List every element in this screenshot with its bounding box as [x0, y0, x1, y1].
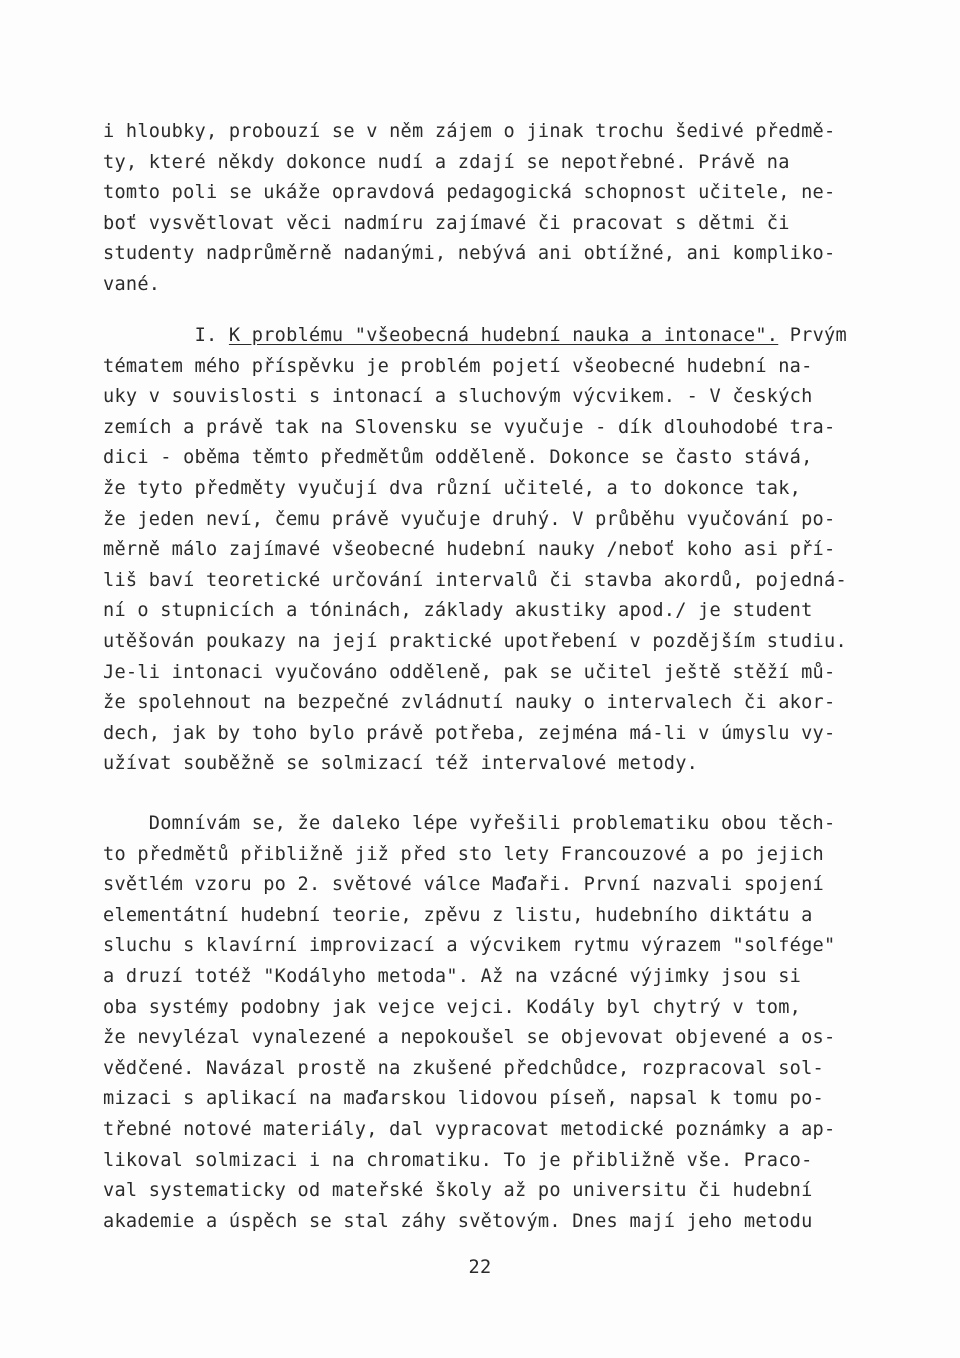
- text-line: měrně málo zajímavé všeobecné hudební nauky /neboť koho asi pří-: [103, 539, 836, 561]
- section-heading-continuation: Prvým: [778, 325, 847, 346]
- text-line: boť vysvětlovat věci nadmíru zajímavé či pracovat s dětmi či: [103, 212, 790, 234]
- text-line: vané.: [103, 273, 161, 295]
- text-line: třebné notové materiály, dal vypracovat metodické poznámky a ap-: [103, 1118, 836, 1140]
- text-line: uky v souvislosti s intonací a sluchovým výcvikem. - V českých: [103, 386, 813, 408]
- text-line: akademie a úspěch se stal záhy světovým. Dnes mají jeho metodu: [103, 1210, 813, 1232]
- text-line: oba systémy podobny jak vejce vejci. Kodály byl chytrý v tom,: [103, 996, 802, 1018]
- text-line: dici - oběma těmto předmětům odděleně. Dokonce se často stává,: [103, 447, 813, 469]
- text-line: a druzí totéž "Kodályho metoda". Až na vzácné výjimky jsou si: [103, 965, 802, 987]
- text-line: val systematicky od mateřské školy až po universitu či hudební: [103, 1180, 813, 1202]
- text-line: že nevylézal vynalezené a nepokoušel se objevovat objevené a os-: [103, 1027, 836, 1049]
- text-line: Je-li intonaci vyučováno odděleně, pak se učitel ještě stěží mů-: [103, 661, 836, 683]
- text-line: to předmětů přibližně již před sto lety Francouzové a po jejich: [103, 843, 824, 865]
- text-line: že tyto předměty vyučují dva různí učitelé, a to dokonce tak,: [103, 477, 802, 499]
- paragraph-continuation: [103, 117, 883, 301]
- text-line: likoval solmizaci i na chromatiku. To je přibližně vše. Praco-: [103, 1149, 813, 1171]
- text-line: studenty nadprůměrně nadanými, nebývá ani obtížné, ani kompliko-: [103, 243, 836, 265]
- text-line: ty, které někdy dokonce nudí a zdají se nepotřebné. Právě na: [103, 151, 790, 173]
- text-line: mizaci s aplikací na maďarskou lidovou píseň, napsal k tomu po-: [103, 1088, 824, 1110]
- text-line: utěšován poukazy na její praktické upotřebení v pozdějším studiu.: [103, 630, 847, 652]
- text-line: ní o stupnicích a tóninách, základy akustiky apod./ je student: [103, 600, 813, 622]
- section-number: I.: [194, 325, 229, 346]
- text-line: světlém vzoru po 2. světové válce Maďaři. První nazvali spojení: [103, 874, 824, 896]
- section-indent: [103, 325, 195, 346]
- text-line: že spolehnout na bezpečné zvládnutí nauky o intervalech či akor-: [103, 692, 836, 714]
- text-line: liš baví teoretické určování intervalů či stavba akordů, pojedná-: [103, 569, 847, 591]
- section-one: [103, 321, 883, 780]
- text-line: sluchu s klavírní improvizací a výcvikem rytmu výrazem "solfége": [103, 935, 836, 957]
- section-heading-line: [103, 321, 883, 352]
- text-line: elementátní hudební teorie, zpěvu z listu, hudebního diktátu a: [103, 904, 813, 926]
- text-line: i hloubky, probouzí se v něm zájem o jinak trochu šedivé předmě-: [103, 121, 836, 142]
- section-heading: K problému "všeobecná hudební nauka a intonace".: [228, 325, 779, 346]
- page-number: 22: [468, 1257, 492, 1278]
- text-line: užívat souběžně se solmizací též intervalové metody.: [103, 753, 699, 775]
- text-line: vědčené. Navázal prostě na zkušené předchůdce, rozpracoval sol-: [103, 1057, 824, 1079]
- text-line: Domnívám se, že daleko lépe vyřešili problematiku obou těch-: [103, 813, 836, 834]
- text-line: zemích a právě tak na Slovensku se vyučuje - dík dlouhodobé tra-: [103, 416, 836, 438]
- text-line: tomto poli se ukáže opravdová pedagogická schopnost učitele, ne-: [103, 182, 836, 204]
- text-line: dech, jak by toho bylo právě potřeba, zejména má-li v úmyslu vy-: [103, 722, 836, 744]
- paragraph-three: [103, 809, 883, 1237]
- text-line: tématem mého příspěvku je problém pojetí všeobecné hudební na-: [103, 355, 813, 377]
- text-line: že jeden neví, čemu právě vyučuje druhý. V průběhu vyučování po-: [103, 508, 836, 530]
